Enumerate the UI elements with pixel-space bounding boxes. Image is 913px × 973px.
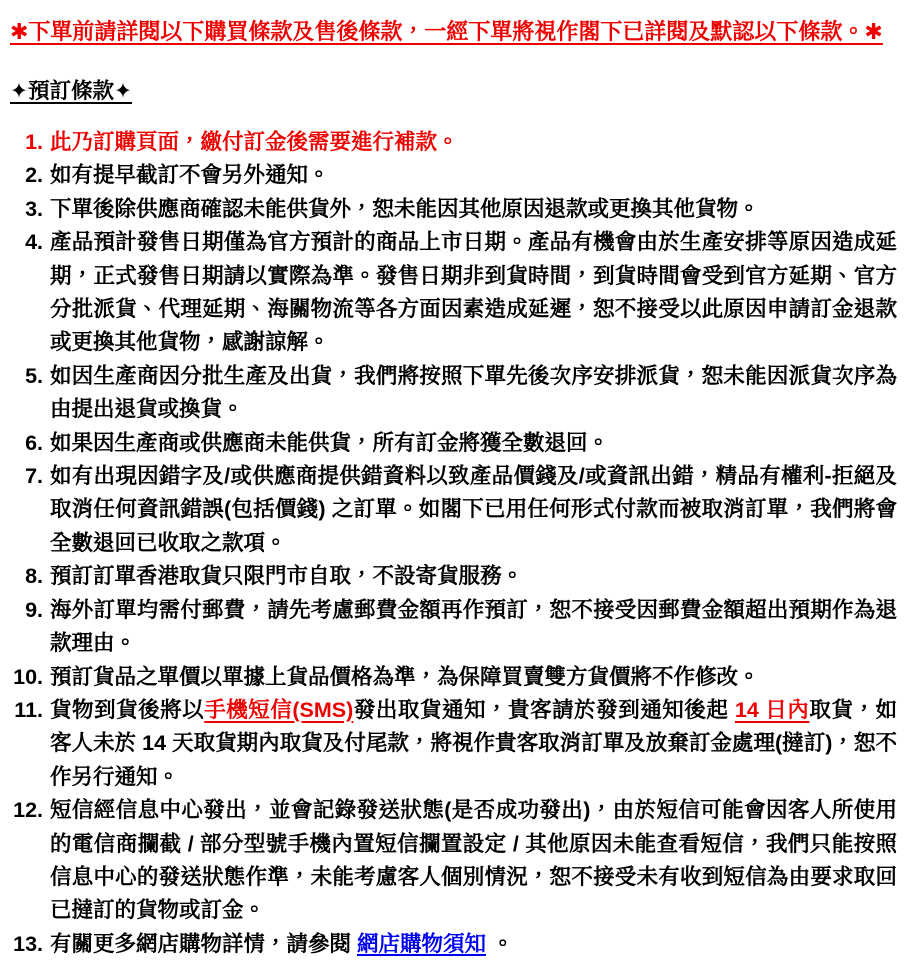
term-item	[0, 193, 897, 226]
term-text: 預訂貨品之單價以單據上貨品價格為準，為保障買賣雙方貨價將不作修改。	[50, 664, 760, 689]
term-item	[0, 661, 897, 694]
term-number: 5.	[25, 363, 43, 388]
term-text: 短信經信息中心發出，並會記錄發送狀態(是否成功發出)，由於短信可能會因客人所使用的電信商攔截 / 部分型號手機內置短信攔置設定 / 其他原因未能查看短信，我們只能按照信息中心的發送狀態作準，未能考慮客人個別情況，恕不接受未有收到短信為由要求取回已撻訂的貨物或訂金。	[50, 798, 897, 923]
shop-guide-link[interactable]: 網店購物須知	[356, 931, 486, 956]
term-item	[0, 460, 897, 560]
term-text: 下單後除供應商確認未能供貨外，恕未能因其他原因退款或更換其他貨物。	[50, 196, 760, 221]
term-text-segment: 。	[486, 931, 514, 956]
term-item	[0, 594, 897, 661]
term-text: 如有出現因錯字及/或供應商提供錯資料以致產品價錢及/或資訊出錯，精品有權利-拒絕及取消任何資訊錯誤(包括價錢) 之訂單。如閣下已用任何形式付款而被取消訂單，我們將會全數退回已收取之款項。	[50, 464, 897, 555]
term-item	[0, 560, 897, 593]
term-number: 9.	[25, 597, 43, 622]
term-item	[0, 126, 897, 159]
term-text: 如因生產商因分批生產及出貨，我們將按照下單先後次序安排派貨，恕未能因派貨次序為由提出退貨或換貨。	[50, 363, 897, 422]
term-item	[0, 360, 897, 427]
term-text	[50, 694, 897, 794]
term-text	[50, 928, 897, 961]
term-text: 預訂訂單香港取貨只限門市自取，不設寄貨服務。	[50, 564, 524, 589]
section-heading: ✦預訂條款✦	[10, 79, 133, 103]
term-item	[0, 794, 897, 928]
pickup-deadline-highlight: 14 日內	[734, 697, 810, 722]
term-item	[0, 427, 897, 460]
term-number: 6.	[25, 430, 43, 455]
sms-notice-highlight: 手機短信(SMS)	[204, 697, 354, 722]
term-text: 產品預計發售日期僅為官方預計的商品上市日期。產品有機會由於生產安排等原因造成延期，正式發售日期請以實際為準。發售日期非到貨時間，到貨時間會受到官方延期、官方分批派貨、代理延期、海關物流等各方面因素造成延遲，恕不接受以此原因申請訂金退款或更換其他貨物，感謝諒解。	[50, 230, 897, 355]
term-number: 2.	[25, 163, 43, 188]
term-number: 8.	[25, 564, 43, 589]
term-text: 此乃訂購頁面，繳付訂金後需要進行補款。	[50, 130, 459, 154]
term-number: 13.	[13, 931, 43, 956]
term-text: 海外訂單均需付郵費，請先考慮郵費金額再作預訂，恕不接受因郵費金額超出預期作為退款理由。	[50, 597, 897, 656]
term-item	[0, 928, 897, 961]
term-number: 11.	[14, 697, 43, 722]
term-text-segment: 取貨，如客人未於 14 天取貨期內取貨及付尾款，將視作貴客取消訂單及放棄訂金處理(撻訂)，恕不作另行通知。	[50, 697, 897, 789]
term-text-segment: 發出取貨通知，貴客請於發到通知後起	[353, 697, 735, 722]
term-number: 10.	[13, 664, 43, 689]
page-title: ✱下單前請詳閱以下購買條款及售後條款，一經下單將視作閣下已詳閱及默認以下條款。✱	[10, 19, 883, 44]
term-text: 如有提早截訂不會另外通知。	[50, 163, 330, 188]
term-number: 7.	[25, 464, 43, 489]
term-text: 如果因生產商或供應商未能供貨，所有訂金將獲全數退回。	[50, 430, 610, 455]
term-text-segment: 有關更多網店購物詳情，請參閱	[50, 931, 357, 956]
term-number: 1.	[25, 130, 43, 154]
term-number: 12.	[13, 798, 43, 823]
terms-list	[0, 126, 897, 961]
term-item	[0, 694, 897, 794]
term-item	[0, 226, 897, 360]
term-text-segment: 貨物到貨後將以	[50, 697, 205, 722]
term-item	[0, 159, 897, 192]
term-number: 3.	[25, 196, 43, 221]
term-number: 4.	[25, 230, 43, 255]
